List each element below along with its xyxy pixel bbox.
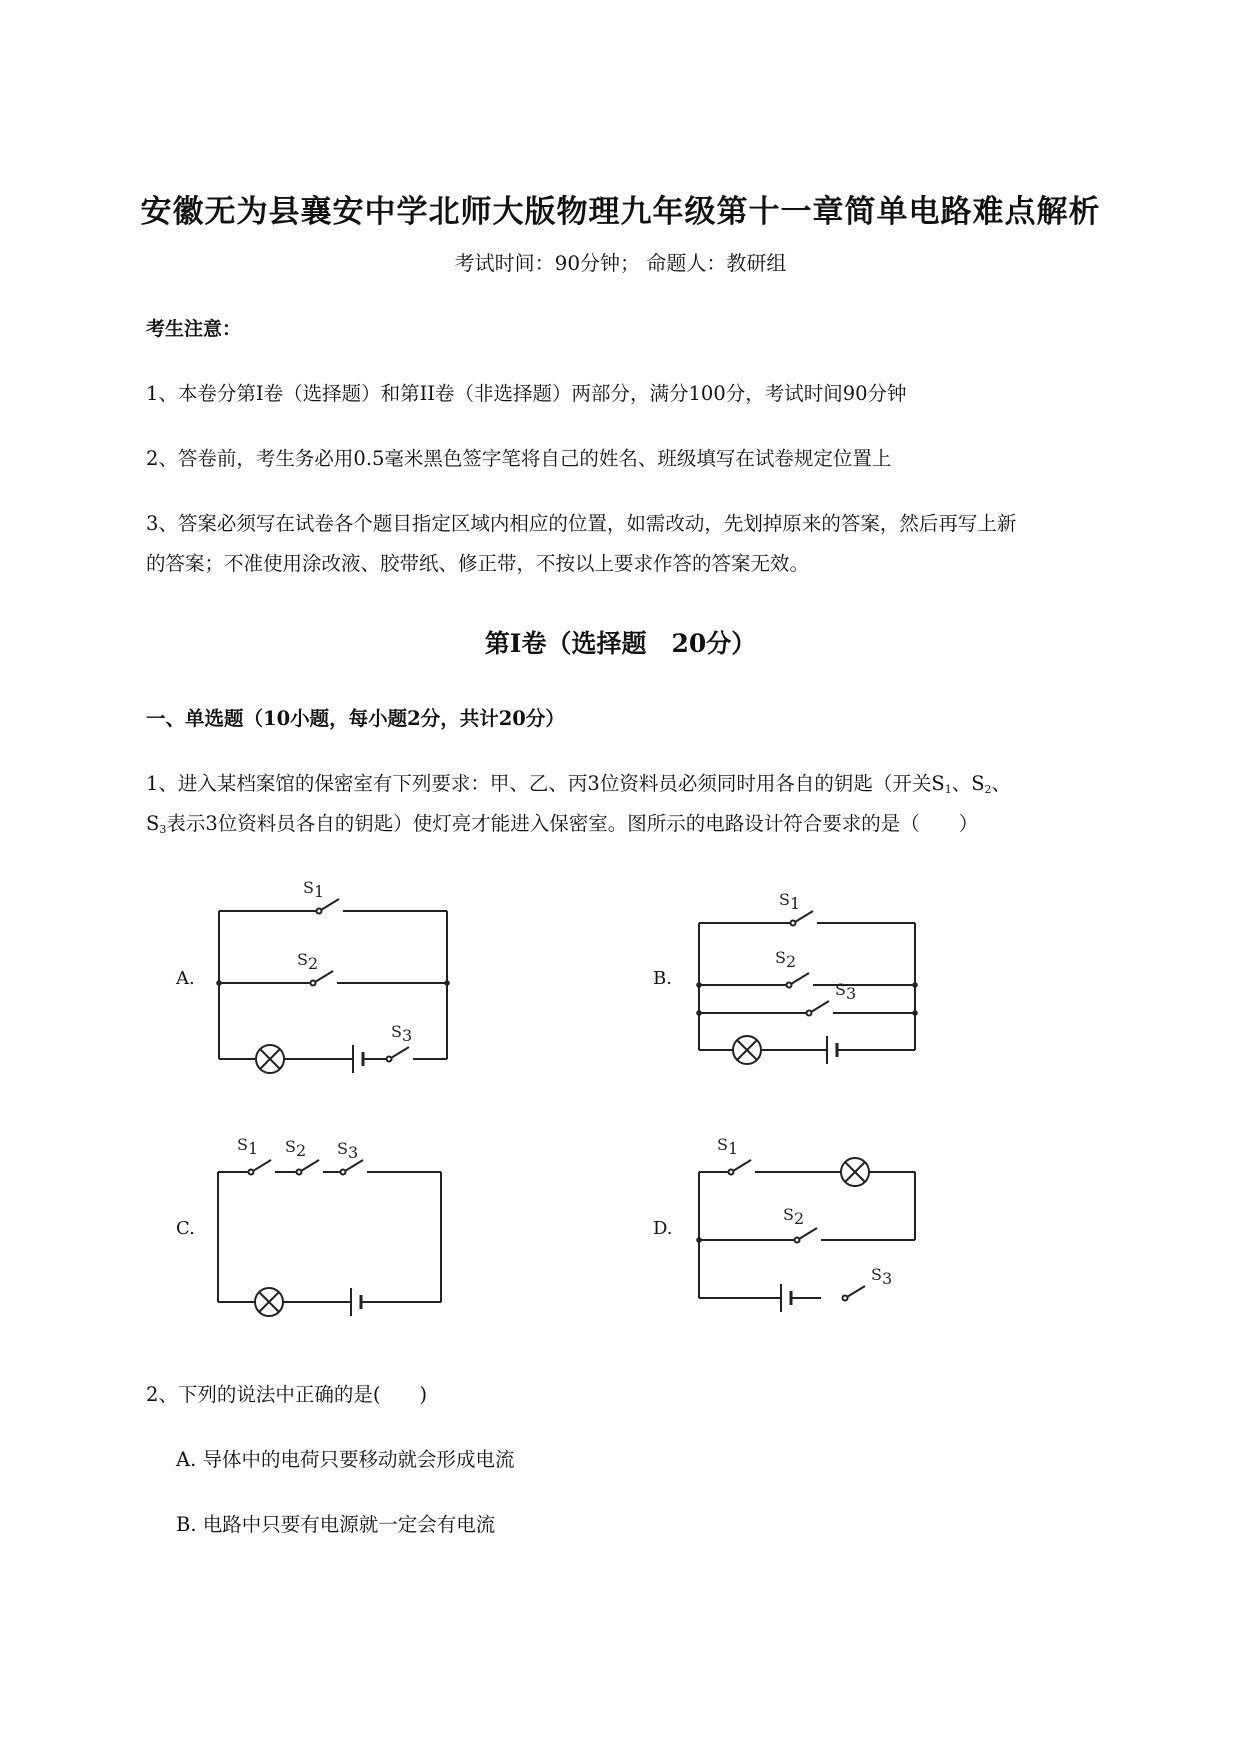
notice-item-3-cont: 的答案；不准使用涂改液、胶带纸、修正带，不按以上要求作答的答案无效。 bbox=[146, 552, 810, 575]
q2-choice-b[interactable]: B. 电路中只要有电源就一定会有电流 bbox=[176, 1513, 496, 1536]
q2-choice-a[interactable]: A. 导体中的电荷只要移动就会形成电流 bbox=[176, 1448, 515, 1471]
switch-s1-label: S1 bbox=[303, 878, 325, 901]
q1-option-a-label[interactable]: A. bbox=[176, 968, 195, 989]
switch-s2-label: S2 bbox=[297, 950, 319, 973]
circuit-b-diagram[interactable] bbox=[695, 885, 925, 1075]
q1-stem-text-b: 表示3位资料员各自的钥匙）使灯亮才能进入保密室。图所示的电路设计符合要求的是（ ） bbox=[166, 812, 979, 835]
q1-stem-line2 bbox=[146, 808, 978, 836]
switch-s2-label: S2 bbox=[285, 1137, 307, 1160]
q1-option-b-label[interactable]: B. bbox=[653, 968, 672, 989]
notice-heading: 考生注意： bbox=[146, 318, 242, 340]
section-title: 第I卷（选择题 20分） bbox=[484, 629, 757, 658]
q1-option-c-label[interactable]: C. bbox=[176, 1218, 195, 1239]
q1-s1-sub: 1 bbox=[944, 783, 952, 796]
q1-stem-sep: 、S bbox=[951, 772, 985, 795]
switch-s1-label: S1 bbox=[237, 1135, 259, 1158]
notice-item-1: 1、本卷分第I卷（选择题）和第II卷（非选择题）两部分，满分100分，考试时间90分钟 bbox=[146, 382, 907, 405]
q2-stem: 2、下列的说法中正确的是( ) bbox=[146, 1383, 428, 1406]
switch-s3-label: S3 bbox=[835, 980, 857, 1003]
q1-s2-sub: 2 bbox=[984, 783, 992, 796]
notice-item-2: 2、答卷前，考生务必用0.5毫米黑色签字笔将自己的姓名、班级填写在试卷规定位置上 bbox=[146, 447, 892, 470]
switch-s3-label: S3 bbox=[871, 1265, 893, 1288]
switch-s1-label: S1 bbox=[779, 890, 801, 913]
switch-s1-label: S1 bbox=[717, 1135, 739, 1158]
switch-s2-label: S2 bbox=[783, 1205, 805, 1228]
q1-s3-letter: S bbox=[146, 812, 160, 835]
q1-stem-line1 bbox=[146, 768, 1011, 796]
notice-item-3: 3、答案必须写在试卷各个题目指定区域内相应的位置，如需改动，先划掉原来的答案，然后再写上新 bbox=[146, 512, 1017, 535]
switch-s2-label: S2 bbox=[775, 948, 797, 971]
circuit-c-diagram[interactable] bbox=[215, 1130, 455, 1330]
q1-stem-end: 、 bbox=[991, 772, 1012, 795]
circuit-a-diagram[interactable] bbox=[215, 875, 455, 1080]
q1-s3-sub: 3 bbox=[159, 823, 167, 836]
circuit-d-diagram[interactable] bbox=[695, 1130, 925, 1330]
switch-s3-label: S3 bbox=[391, 1022, 413, 1045]
q1-option-d-label[interactable]: D. bbox=[653, 1218, 673, 1239]
switch-s3-label: S3 bbox=[337, 1139, 359, 1162]
q1-stem-text-a: 1、进入某档案馆的保密室有下列要求：甲、乙、丙3位资料员必须同时用各自的钥匙（开关S bbox=[146, 772, 945, 795]
page-title: 安徽无为县襄安中学北师大版物理九年级第十一章简单电路难点解析 bbox=[140, 194, 1101, 230]
exam-info: 考试时间：90分钟； 命题人：教研组 bbox=[454, 251, 787, 275]
part-heading: 一、单选题（10小题，每小题2分，共计20分） bbox=[146, 707, 565, 730]
